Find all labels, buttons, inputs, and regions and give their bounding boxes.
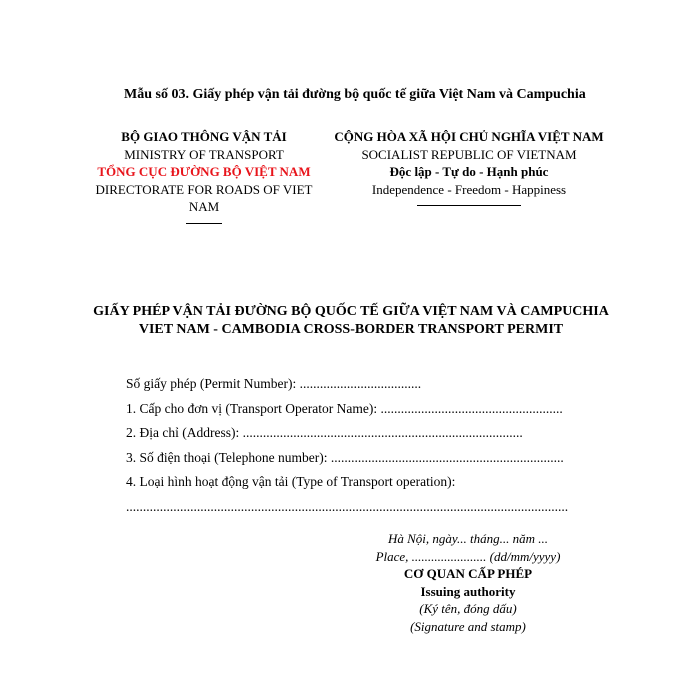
field-fill-line: .................................... [296,376,422,391]
transport-type-field [86,472,618,497]
field-fill-line: ................................................................................... [239,425,523,440]
address-field [86,423,618,448]
field-fill-line: ...................................................... [377,400,563,416]
transport-type-fill-line: ................................................................................................................................... [126,498,569,514]
permit-title-vi: GIẤY PHÉP VẬN TẢI ĐƯỜNG BỘ QUỐC TẾ GIỮA VIỆT NAM VÀ CAMPUCHIA [93,304,609,319]
issuer-divider [186,223,222,224]
authority-name-vi: CƠ QUAN CẤP PHÉP [403,566,533,581]
signature-note-vi: (Ký tên, đóng dấu) [419,601,517,616]
national-divider [417,205,521,206]
field-fill-line: ..................................................................... [327,449,564,465]
national-motto-vi: Độc lập - Tự do - Hạnh phúc [389,164,549,179]
form-title: Mẫu số 03. Giấy phép vận tải đường bộ quốc tế giữa Việt Nam và Campuchia [124,87,586,102]
permit-title [86,303,616,338]
telephone-field [86,448,618,473]
permit-title-en: VIET NAM - CAMBODIA CROSS-BORDER TRANSPORT PERMIT [138,321,564,337]
signature-block [360,530,576,635]
place-date-vi: Hà Nội, ngày... tháng... năm ... [388,531,548,546]
ministry-name-en: MINISTRY OF TRANSPORT [124,146,284,162]
permit-fields [86,374,618,521]
ministry-name-vi: BỘ GIAO THÔNG VẬN TẢI [121,129,287,144]
authority-name-en: Issuing authority [420,583,516,599]
national-motto-en: Independence - Freedom - Happiness [371,181,567,197]
field-label: 3. Số điện thoại (Telephone number): [126,449,328,465]
signature-note-en: (Signature and stamp) [410,618,526,634]
field-label: Số giấy phép (Permit Number): [126,376,297,391]
country-name-en: SOCIALIST REPUBLIC OF VIETNAM [361,146,577,162]
operator-name-field [86,399,618,424]
field-label: 4. Loại hình hoạt động vận tải (Type of Transport operation): [126,474,456,489]
place-date-en: Place, ....................... (dd/mm/yyyy) [375,548,561,564]
field-label: 1. Cấp cho đơn vị (Transport Operator Name): [126,400,378,416]
directorate-name-vi: TỔNG CỤC ĐƯỜNG BỘ VIỆT NAM [97,164,311,179]
national-header [328,128,610,206]
directorate-name-en: DIRECTORATE FOR ROADS OF VIET NAM [95,181,313,214]
issuer-header [92,128,316,224]
country-name-vi: CỘNG HÒA XÃ HỘI CHỦ NGHĨA VIỆT NAM [334,129,604,144]
field-label: 2. Địa chỉ (Address): [126,425,240,440]
permit-number-field [86,374,618,399]
